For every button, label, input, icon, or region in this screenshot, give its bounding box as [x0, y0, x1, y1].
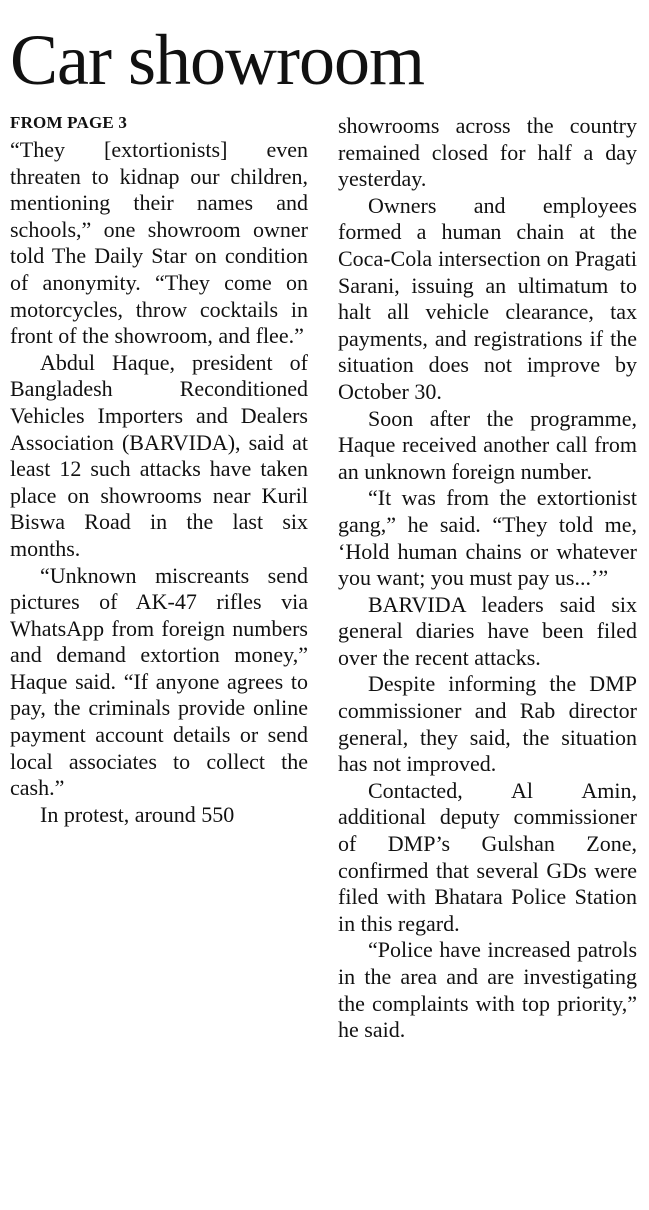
paragraph: “Police have increased patrols in the area and are investigating the complaints with top priority,” he said. [338, 937, 637, 1043]
paragraph: BARVIDA leaders said six general diaries have been filed over the recent attacks. [338, 591, 637, 670]
headline: Car showroom [10, 20, 424, 100]
paragraph: Abdul Haque, president of Bangladesh Reconditioned Vehicles Importers and Dealers Association (BARVIDA), said at least 12 such attacks have taken place on showrooms near Kuril Biswa Road in the last six months. [10, 349, 308, 561]
paragraph: Soon after the programme, Haque received another call from an unknown foreign number. [338, 405, 637, 484]
paragraph: Contacted, Al Amin, additional deputy commissioner of DMP’s Gulshan Zone, confirmed that several GDs were filed with Bhatara Police Station in this regard. [338, 777, 637, 936]
paragraph: “They [extortionists] even threaten to kidnap our children, mentioning their names and schools,” one showroom owner told The Daily Star on condition of anonymity. “They come on motorcycles, throw cocktails in front of the showroom, and flee.” [10, 137, 308, 349]
article-column-left [10, 113, 308, 828]
paragraph: showrooms across the country remained closed for half a day yesterday. [338, 113, 637, 192]
paragraph: Owners and employees formed a human chain at the Coca-Cola intersection on Pragati Sarani, issuing an ultimatum to halt all vehicle clearance, tax payments, and registrations if the situation does not improve by October 30. [338, 192, 637, 404]
paragraph: In protest, around 550 [40, 801, 235, 827]
continuation-kicker: FROM PAGE 3 [10, 113, 128, 132]
paragraph: “Unknown miscreants send pictures of AK-47 rifles via WhatsApp from foreign numbers and demand extortion money,” Haque said. “If anyone agrees to pay, the criminals provide online payment account details or send local associates to collect the cash.” [10, 562, 308, 801]
paragraph: “It was from the extortionist gang,” he said. “They told me, ‘Hold human chains or whatever you want; you must pay us...’” [338, 485, 637, 591]
article-column-right [338, 113, 637, 1044]
paragraph: Despite informing the DMP commissioner and Rab director general, they said, the situation has not improved. [338, 671, 637, 777]
